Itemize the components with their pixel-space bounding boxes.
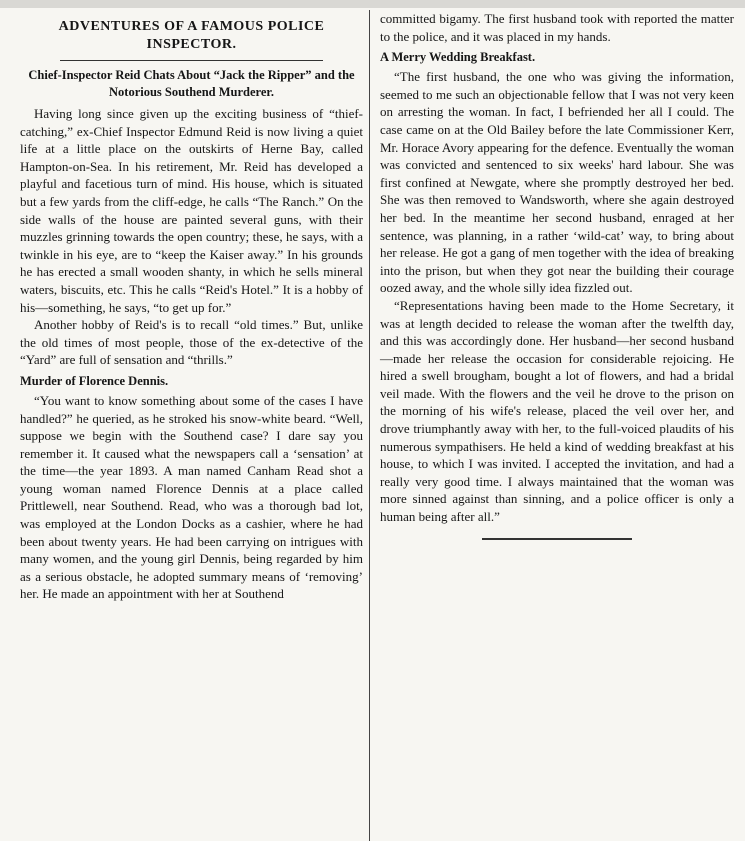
article-end-rule — [482, 538, 632, 540]
right-column — [372, 10, 740, 841]
left-column — [8, 10, 370, 841]
subhead-wedding-breakfast: A Merry Wedding Breakfast. — [380, 50, 536, 65]
article-headline: ADVENTURES OF A FAMOUS POLICE INSPECTOR. — [58, 19, 325, 52]
paragraph-representations: “Representations having been made to the Home Secretary, it was at length decided to release the woman after the twelfth day, and this was accordingly done. Her husband—her second husband—made her release the occasion for considerable rejoicing. He hired a swell brougham, bought a lot of flowers, and had a bridal veil made. With the flowers and the veil he drove to the prison on the morning of his wife's release, placed the veil over her, and drove triumphantly away with her, to the full-voiced plaudits of his numerous sympathisers. He held a kind of wedding breakfast at his house, to which I was invited. I accepted the invitation, and had a really very good time. I always maintained that the woman was more sinned against than sinning, and a police officer is only a human being after all.” — [380, 297, 734, 525]
paragraph-southend-case: “You want to know something about some of the cases I have handled?” he queried, as he stroked his snow-white beard. “Well, suppose we begin with the Southend case? I dare say you remember it. It caused what the newspapers call a ‘sensation’ at the time—the year 1893. A man named Canham Read shot a young woman named Florence Dennis at a place called Prittlewell, near Southend. Read, who was a thorough bad lot, was employed at the London Docks as a cashier, where he had been about twenty years. He had been carrying on intrigues with many women, and the young girl Dennis, being regarded by him as a serious obstacle, he adopted summary means of ‘removing’ her. He made an appointment with her at Southend — [20, 392, 363, 602]
paragraph-continued: committed bigamy. The first husband took with reported the matter to the police, and it was placed in my hands. — [380, 11, 734, 44]
headline-divider — [60, 60, 323, 61]
paragraph-first-husband: “The first husband, the one who was giving the information, seemed to me such an objectionable fellow that I was not very keen on arresting the woman. In fact, I befriended her all I could. The case came on at the Old Bailey before the late Commissioner Kerr, Mr. Horace Avory appearing for the defence. Eventually the woman was convicted and sentenced to six weeks' hard labour. She was first confined at Newgate, where she promptly destroyed her bed. She was then removed to Wandsworth, where she again destroyed her bed. In the meantime her second husband, enraged at her sentence, was planning, in a rather ‘wild-cat’ way, to bring about her release. He got a gang of men together with the idea of breaking into the prison, but when they got near the building their courage oozed away, and the whole silly idea fizzled out. — [380, 69, 734, 296]
article-deck: Chief-Inspector Reid Chats About “Jack the Ripper” and the Notorious Southend Murderer. — [28, 68, 355, 99]
paragraph-intro: Having long since given up the exciting business of “thief-catching,” ex-Chief Inspector Edmund Reid is now living a quiet life at a little place on the outskirts of Herne Bay, called Hampton-on-Sea. In his retirement, Mr. Reid has developed a playful and facetious turn of mind. His house, which is situated but a few yards from the cliff-edge, he calls “The Ranch.” On the side walls of the house are painted several guns, with their muzzles grinning towards the open country; these, he says, with a twinkle in his eye, are to “keep the Kaiser away.” In his grounds he has erected a small wooden shanty, in which he sells mineral waters, biscuits, etc. This he calls “Reid's Hotel.” It is a hobby of his—something, he says, “to get up for.” — [20, 106, 363, 315]
subhead-florence-dennis: Murder of Florence Dennis. — [20, 373, 169, 388]
paragraph-hobby: Another hobby of Reid's is to recall “old times.” But, unlike the old times of most people, those of the ex-detective of the “Yard” are full of sensation and “thrills.” — [20, 317, 363, 368]
top-edge-band — [0, 0, 745, 8]
